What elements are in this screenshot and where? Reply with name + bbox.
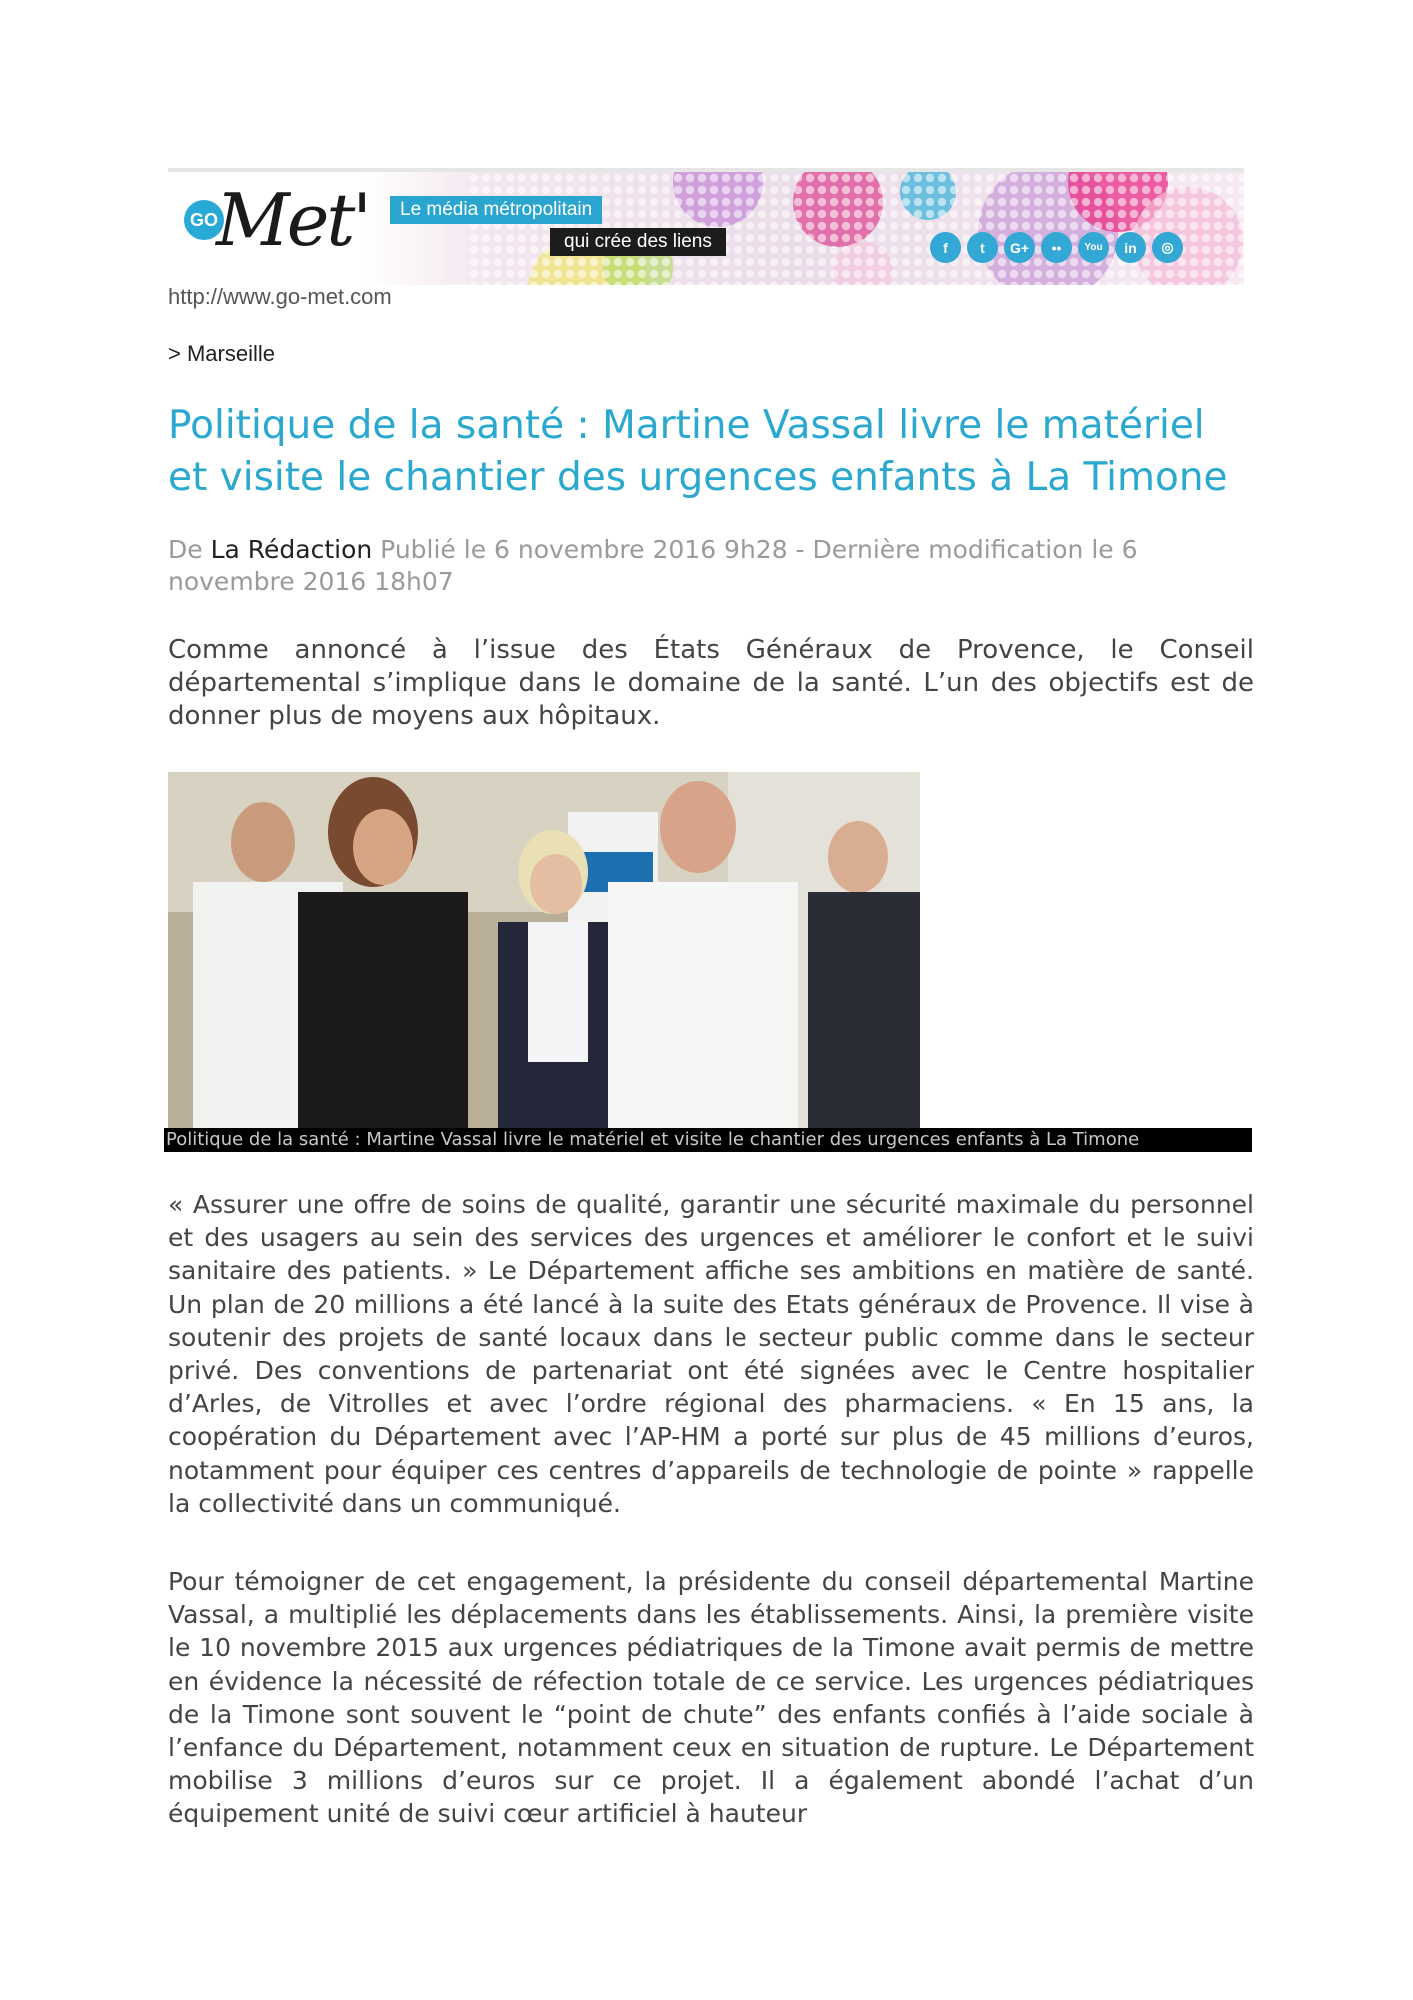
- article-author[interactable]: La Rédaction: [210, 535, 373, 564]
- facebook-icon[interactable]: f: [930, 232, 961, 263]
- site-url[interactable]: http://www.go-met.com: [168, 284, 392, 309]
- photo-illustration: [168, 772, 920, 1128]
- article-paragraph: Pour témoigner de cet engagement, la présidente du conseil départemental Martine Vassal, a multiplié les déplacements dans les établissements. Ainsi, la première visite le 10 novembre 2015 aux urgences pédiatriques de la Timone avait permis de mettre en évidence la nécessité de réfection totale de ce service. Les urgences pédiatriques de la Timone sont souvent le “point de chute” des enfants confiés à l’aide sociale à l’enfance du Département, notamment ceux en situation de rupture. Le Département mobilise 3 millions d’euros sur ce projet. Il a également abondé l’achat d’un équipement unité de suivi cœur artificiel à hauteur: [168, 1567, 1254, 1829]
- twitter-icon[interactable]: t: [967, 232, 998, 263]
- go-met-logo[interactable]: [184, 178, 374, 277]
- article-paragraph: « Assurer une offre de soins de qualité, garantir une sécurité maximale du personnel et des usagers au sein des services des urgences et améliorer le confort et le suivi sanitaire des patients. » Le Département affiche ses ambitions en matière de santé. Un plan de 20 millions a été lancé à la suite des Etats généraux de Provence. Il vise à soutenir des projets de santé locaux dans le secteur public comme dans le secteur privé. Des conventions de partenariat ont été signées avec le Centre hospitalier d’Arles, de Vitrolles et avec l’ordre régional des pharmaciens. « En 15 ans, la coopération du Département avec l’AP-HM a porté sur plus de 45 millions d’euros, notamment pour équiper ces centres d’appareils de technologie de pointe » rappelle la collectivité dans un communiqué.: [168, 1190, 1254, 1518]
- logo-met-wordmark: Met': [216, 178, 370, 262]
- byline-prefix: De: [168, 535, 211, 564]
- photo-caption: Politique de la santé : Martine Vassal livre le matériel et visite le chantier des urgences enfants à La Timone: [164, 1128, 1252, 1152]
- instagram-icon[interactable]: ◎: [1152, 232, 1183, 263]
- breadcrumb[interactable]: > Marseille: [168, 341, 275, 366]
- linkedin-icon[interactable]: in: [1115, 232, 1146, 263]
- article-figure: [164, 772, 1254, 1152]
- tagline-secondary: qui crée des liens: [550, 228, 726, 256]
- social-links: [930, 232, 1183, 263]
- youtube-icon[interactable]: You: [1078, 232, 1109, 263]
- article-meta: [168, 534, 1168, 598]
- flickr-icon[interactable]: ••: [1041, 232, 1072, 263]
- article-title: Politique de la santé : Martine Vassal livre le matériel et visite le chantier des urgences enfants à La Timone: [168, 403, 1228, 500]
- google-plus-icon[interactable]: G+: [1004, 232, 1035, 263]
- site-banner[interactable]: [168, 168, 1244, 285]
- publication-dates: Publié le 6 novembre 2016 9h28 - Dernière modification le 6 novembre 2016 18h07: [168, 535, 1138, 596]
- logo-go-circle: GO: [184, 200, 224, 240]
- article-photo: [168, 772, 920, 1128]
- tagline-primary: Le média métropolitain: [390, 196, 602, 224]
- article-lead: Comme annoncé à l’issue des États Généraux de Provence, le Conseil départemental s’implique dans le domaine de la santé. L’un des objectifs est de donner plus de moyens aux hôpitaux.: [168, 635, 1254, 731]
- document-page: [166, 168, 1254, 1829]
